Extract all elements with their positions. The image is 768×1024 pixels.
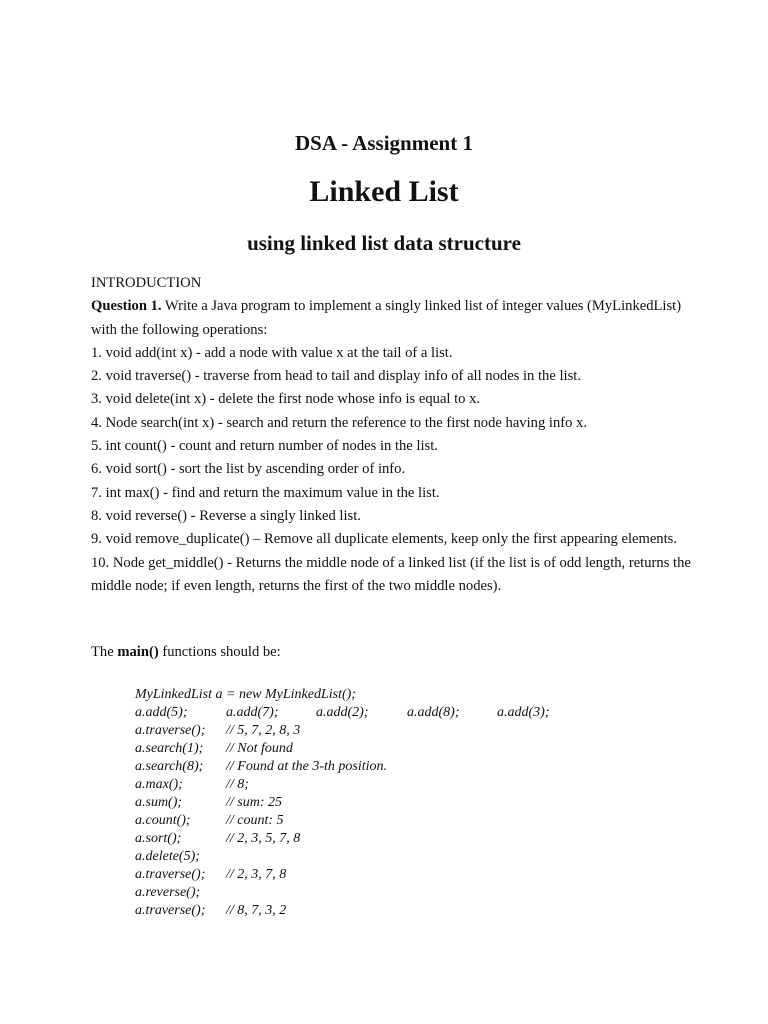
- code-statement: a.sort();: [135, 831, 182, 846]
- code-comment: // Found at the 3-th position.: [226, 759, 387, 774]
- code-statement: a.add(7);: [226, 705, 279, 720]
- operation-item: 5. int count() - count and return number of nodes in the list.: [91, 438, 438, 455]
- code-statement: a.traverse();: [135, 723, 206, 738]
- code-comment: // 8;: [226, 777, 249, 792]
- main-function-name: main(): [117, 644, 159, 660]
- question-paragraph: [91, 295, 691, 342]
- code-statement: a.add(2);: [316, 705, 369, 720]
- main-intro: [91, 644, 281, 661]
- code-statement: MyLinkedList a = new MyLinkedList();: [135, 687, 356, 702]
- operation-item: 10. Node get_middle() - Returns the middle node of a linked list (if the list is of odd length, returns the middle node; if even length, returns the first of the two middle nodes).: [91, 554, 691, 594]
- intro-section: [91, 272, 691, 598]
- main-intro-text-end: functions should be:: [158, 644, 281, 660]
- code-statement: a.delete(5);: [135, 849, 200, 864]
- code-comment: // 2, 3, 5, 7, 8: [226, 831, 301, 846]
- operations-list: [91, 342, 691, 598]
- main-intro-text: The: [91, 644, 118, 660]
- code-statement: a.add(3);: [497, 705, 550, 720]
- document-subtitle: using linked list data structure: [247, 231, 521, 255]
- code-comment: // count: 5: [226, 813, 284, 828]
- document-title: Linked List: [309, 175, 459, 208]
- code-comment: // sum: 25: [226, 795, 282, 810]
- code-statement: a.traverse();: [135, 903, 206, 918]
- assignment-heading: DSA - Assignment 1: [295, 131, 473, 155]
- intro-heading: INTRODUCTION: [91, 275, 202, 291]
- code-statement: a.max();: [135, 777, 183, 792]
- operation-item: 8. void reverse() - Reverse a singly linked list.: [91, 507, 361, 524]
- code-statement: a.add(8);: [407, 705, 460, 720]
- operation-item: 3. void delete(int x) - delete the first node whose info is equal to x.: [91, 391, 481, 408]
- code-statement: a.search(8);: [135, 759, 204, 774]
- code-statement: a.reverse();: [135, 885, 201, 900]
- code-statement: a.traverse();: [135, 867, 206, 882]
- code-statement: a.search(1);: [135, 741, 204, 756]
- code-comment: // Not found: [226, 741, 293, 756]
- code-statement: a.sum();: [135, 795, 183, 810]
- operation-item: 2. void traverse() - traverse from head to tail and display info of all nodes in the list.: [91, 368, 581, 385]
- code-statement: a.add(5);: [135, 705, 188, 720]
- question-text: Write a Java program to implement a singly linked list of integer values (MyLinkedList) with the following operations:: [91, 298, 682, 338]
- operation-item: 6. void sort() - sort the list by ascending order of info.: [91, 461, 406, 478]
- operation-item: 9. void remove_duplicate() – Remove all duplicate elements, keep only the first appearing elements.: [91, 531, 677, 548]
- operation-item: 1. void add(int x) - add a node with value x at the tail of a list.: [91, 344, 453, 361]
- code-comment: // 5, 7, 2, 8, 3: [226, 723, 301, 738]
- question-label: Question 1.: [91, 298, 162, 315]
- operation-item: 7. int max() - find and return the maximum value in the list.: [91, 484, 440, 501]
- code-comment: // 8, 7, 3, 2: [226, 903, 287, 918]
- operation-item: 4. Node search(int x) - search and return the reference to the first node having info x.: [91, 414, 587, 431]
- code-statement: a.count();: [135, 813, 191, 828]
- code-comment: // 2, 3, 7, 8: [226, 867, 287, 882]
